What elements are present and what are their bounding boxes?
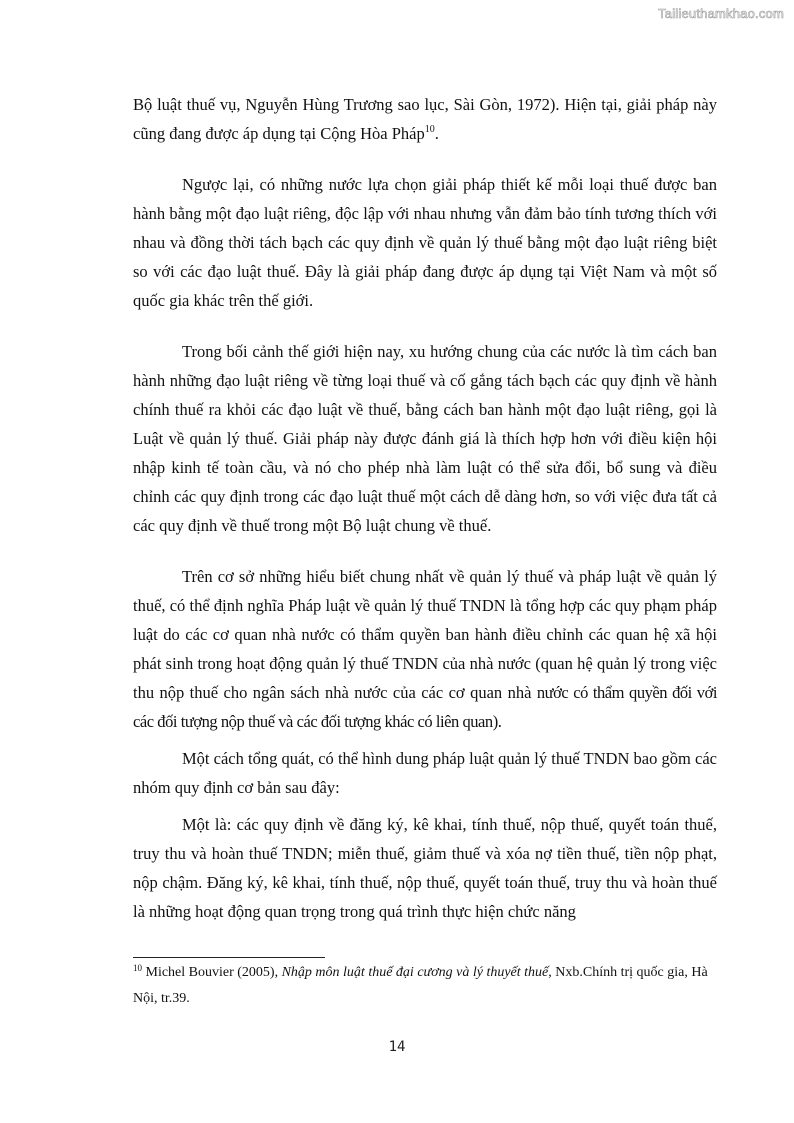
paragraph-1-text: Bộ luật thuế vụ, Nguyễn Hùng Trương sao lục, Sài Gòn, 1972). Hiện tại, giải pháp này cũng đang được áp dụng tại Cộng Hòa Pháp xyxy=(133,95,717,143)
footnote-reference[interactable]: 10 xyxy=(424,124,435,135)
paragraph-5: Một cách tổng quát, có thể hình dung pháp luật quản lý thuế TNDN bao gồm các nhóm quy định cơ bản sau đây: xyxy=(133,749,717,797)
footnote-number: 10 xyxy=(133,963,142,973)
page-number: 14 xyxy=(388,1039,406,1055)
paragraph-6: Một là: các quy định về đăng ký, kê khai, tính thuế, nộp thuế, quyết toán thuế, truy thu và hoàn thuế TNDN; miễn thuế, giảm thuế và xóa nợ tiền thuế, tiền nộp phạt, nộp chậm. Đăng ký, kê khai, tính thuế, nộp thuế, quyết toán thuế, truy thu và hoàn thuế là những hoạt động quan trọng trong quá trình thực hiện chức năng xyxy=(133,815,717,921)
footnote-title: Nhập môn luật thuế đại cương và lý thuyết thuế xyxy=(281,965,549,980)
footnote-author: Michel Bouvier (2005), xyxy=(142,965,282,980)
footnote-separator xyxy=(133,957,325,958)
paragraph-4-last-line: nước có thẩm quyền đối với các đối tượng nộp thuế và các đối tượng khác có liên quan). xyxy=(133,683,717,731)
paragraph-4-main: Trên cơ sở những hiểu biết chung nhất về quản lý thuế và pháp luật về quản lý thuế, có thể định nghĩa Pháp luật về quản lý thuế TNDN là tổng hợp các quy phạm pháp luật do các cơ quan nhà nước có thẩm quyền ban hành điều chỉnh các quan hệ xã hội phát sinh trong hoạt động quản lý thuế TNDN của nhà nước (quan hệ quản lý trong việc thu nộp thuế cho ngân sách nhà nước của các cơ quan nhà xyxy=(133,567,717,702)
paragraph-1-end: . xyxy=(434,124,439,143)
page-body xyxy=(133,90,717,926)
paragraph-4 xyxy=(133,562,717,736)
watermark: Tailieuthamkhao.com xyxy=(658,6,784,21)
footnote-publisher: , Nxb.Chính trị quốc gia, Hà Nội, tr.39. xyxy=(133,965,708,1006)
footnote xyxy=(133,960,717,1012)
paragraph-3: Trong bối cảnh thế giới hiện nay, xu hướng chung của các nước là tìm cách ban hành những đạo luật riêng về từng loại thuế và cố gắng tách bạch các quy định về hành chính thuế ra khỏi các đạo luật về thuế, bằng cách ban hành một đạo luật riêng, gọi là Luật về quản lý thuế. Giải pháp này được đánh giá là thích hợp hơn với điều kiện hội nhập kinh tế toàn cầu, và nó cho phép nhà làm luật có thể sửa đổi, bổ sung và điều chỉnh các quy định trong các đạo luật thuế một cách dễ dàng hơn, so với việc đưa tất cả các quy định về thuế trong một Bộ luật chung về thuế. xyxy=(133,342,717,535)
paragraph-2: Ngược lại, có những nước lựa chọn giải pháp thiết kế mỗi loại thuế được ban hành bằng một đạo luật riêng, độc lập với nhau nhưng vẫn đảm bảo tính tương thích với nhau và đồng thời tách bạch các quy định về quản lý thuế bằng một đạo luật riêng biệt so với các đạo luật thuế. Đây là giải pháp đang được áp dụng tại Việt Nam và một số quốc gia khác trên thế giới. xyxy=(133,175,717,310)
paragraph-1 xyxy=(133,90,717,148)
